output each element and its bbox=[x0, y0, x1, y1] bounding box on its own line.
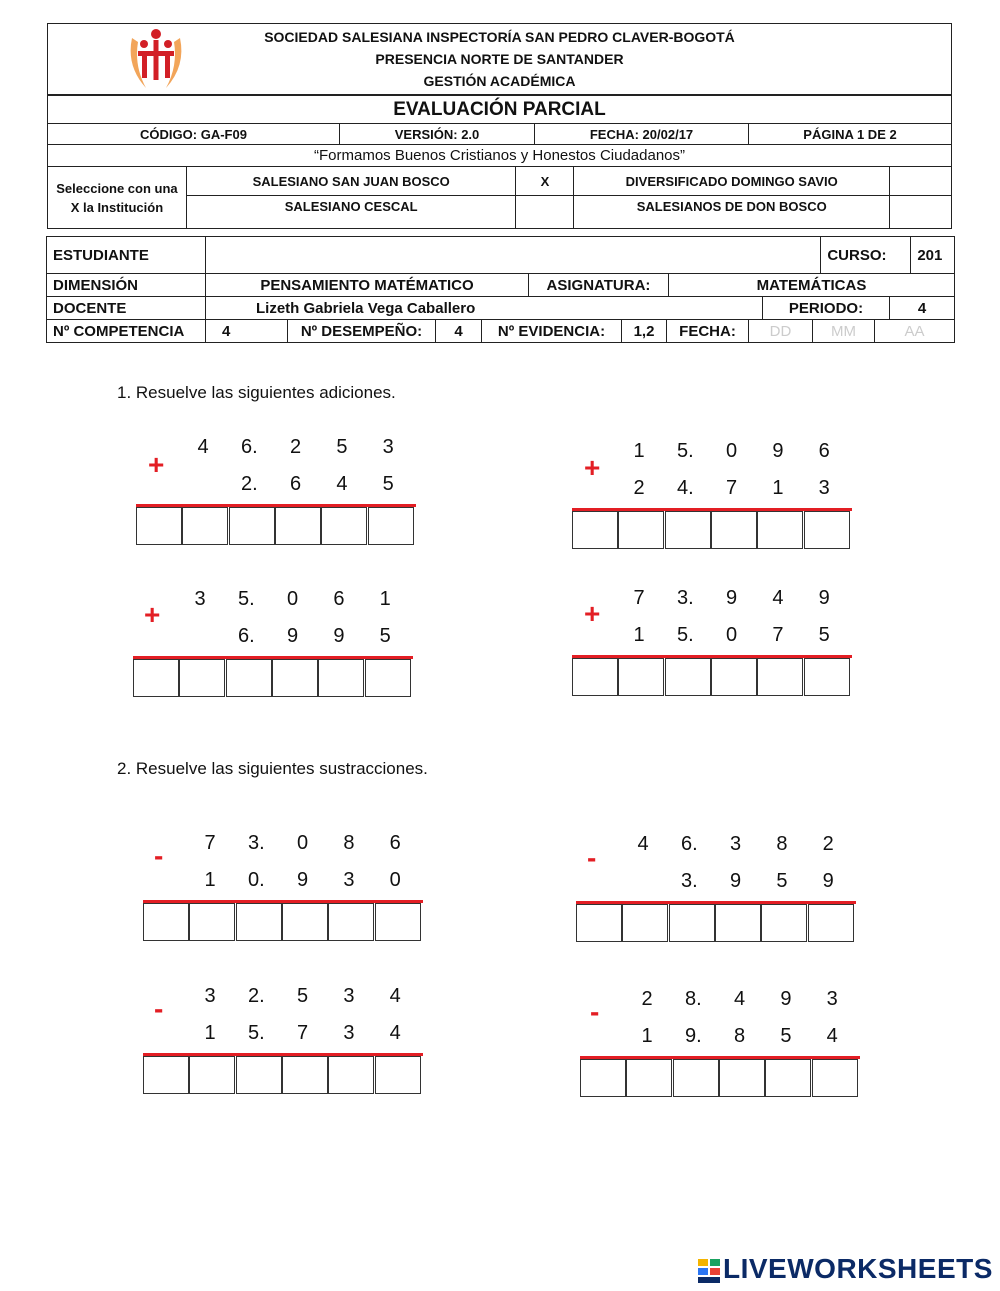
question-2: 2. Resuelve las siguientes sustracciones. bbox=[117, 759, 428, 778]
select-label: Seleccione con una X la Institución bbox=[48, 167, 187, 229]
bottom-digit: 4. bbox=[676, 477, 694, 499]
docente-label: DOCENTE bbox=[47, 297, 206, 320]
answer-box[interactable] bbox=[275, 507, 321, 545]
top-digit: 4 bbox=[389, 985, 401, 1007]
bottom-digit: 1 bbox=[204, 1022, 216, 1044]
inst-cescal: SALESIANO CESCAL bbox=[186, 196, 516, 229]
question-1: 1. Resuelve las siguientes adiciones. bbox=[117, 383, 396, 402]
answer-box[interactable] bbox=[719, 1059, 765, 1097]
answer-box[interactable] bbox=[804, 658, 850, 696]
version: VERSIÓN: 2.0 bbox=[340, 124, 535, 145]
inst-don-bosco: SALESIANOS DE DON BOSCO bbox=[574, 196, 890, 229]
top-digit: 9 bbox=[818, 587, 830, 609]
inst-cescal-mark[interactable] bbox=[516, 196, 574, 229]
bottom-digit: 3 bbox=[343, 1022, 355, 1044]
dimension-value: PENSAMIENTO MATÉMATICO bbox=[206, 274, 529, 297]
top-digit: 5 bbox=[297, 985, 309, 1007]
answer-box[interactable] bbox=[761, 904, 807, 942]
periodo-value: 4 bbox=[890, 297, 955, 320]
liveworksheets-icon bbox=[698, 1259, 720, 1283]
answer-box[interactable] bbox=[328, 903, 374, 941]
bottom-digit: 5. bbox=[247, 1022, 265, 1044]
bottom-digit: 9 bbox=[287, 625, 299, 647]
desempeno-value: 4 bbox=[436, 320, 482, 343]
dimension-label: DIMENSIÓN bbox=[47, 274, 206, 297]
answer-box[interactable] bbox=[365, 659, 411, 697]
minus-sign-icon: - bbox=[154, 840, 164, 871]
estudiante-label: ESTUDIANTE bbox=[47, 237, 206, 274]
top-digit: 3 bbox=[343, 985, 355, 1007]
inst-san-juan-bosco: SALESIANO SAN JUAN BOSCO bbox=[186, 167, 516, 196]
bottom-digit: 3 bbox=[343, 869, 355, 891]
top-digit: 6 bbox=[389, 832, 401, 854]
answer-box[interactable] bbox=[572, 511, 618, 549]
answer-box[interactable] bbox=[143, 903, 189, 941]
answer-box[interactable] bbox=[669, 904, 715, 942]
pagina: PÁGINA 1 DE 2 bbox=[749, 124, 952, 145]
evidencia-label: Nº EVIDENCIA: bbox=[482, 320, 622, 343]
answer-box[interactable] bbox=[282, 903, 328, 941]
top-digit: 2. bbox=[247, 985, 265, 1007]
fecha-mm[interactable]: MM bbox=[813, 320, 875, 343]
bottom-digit: 9 bbox=[333, 625, 345, 647]
top-digit: 8 bbox=[343, 832, 355, 854]
top-digit: 9 bbox=[772, 440, 784, 462]
bottom-digit: 6 bbox=[290, 473, 302, 495]
bottom-digit: 8 bbox=[734, 1025, 746, 1047]
top-digit: 2 bbox=[290, 436, 302, 458]
top-digit: 0 bbox=[297, 832, 309, 854]
answer-box[interactable] bbox=[673, 1059, 719, 1097]
top-digit: 8. bbox=[684, 988, 702, 1010]
bottom-digit: 9 bbox=[297, 869, 309, 891]
top-digit: 9 bbox=[780, 988, 792, 1010]
bottom-digit: 9 bbox=[730, 870, 742, 892]
evidencia-value: 1,2 bbox=[622, 320, 667, 343]
bottom-digit: 3 bbox=[818, 477, 830, 499]
bottom-digit: 2 bbox=[633, 477, 645, 499]
top-digit: 5. bbox=[237, 588, 255, 610]
top-digit: 8 bbox=[776, 833, 788, 855]
top-digit: 3. bbox=[247, 832, 265, 854]
inst-domingo-savio: DIVERSIFICADO DOMINGO SAVIO bbox=[574, 167, 890, 196]
answer-box[interactable] bbox=[711, 658, 757, 696]
top-digit: 9 bbox=[726, 587, 738, 609]
answer-box[interactable] bbox=[757, 658, 803, 696]
top-digit: 3. bbox=[676, 587, 694, 609]
fecha-doc: FECHA: 20/02/17 bbox=[535, 124, 749, 145]
codigo: CÓDIGO: GA-F09 bbox=[48, 124, 340, 145]
answer-box[interactable] bbox=[576, 904, 622, 942]
minus-sign-icon: - bbox=[154, 993, 164, 1024]
answer-box[interactable] bbox=[622, 904, 668, 942]
answer-box[interactable] bbox=[189, 903, 235, 941]
curso-value[interactable]: 201 bbox=[911, 237, 955, 274]
answer-box[interactable] bbox=[711, 511, 757, 549]
bottom-digit: 9 bbox=[822, 870, 834, 892]
bottom-digit: 5 bbox=[780, 1025, 792, 1047]
answer-box[interactable] bbox=[804, 511, 850, 549]
plus-sign-icon: + bbox=[584, 598, 601, 629]
answer-box[interactable] bbox=[618, 511, 664, 549]
bottom-digit: 1 bbox=[772, 477, 784, 499]
docente-table bbox=[46, 296, 955, 320]
bottom-digit: 4 bbox=[389, 1022, 401, 1044]
answer-box[interactable] bbox=[318, 659, 364, 697]
header-line3: GESTIÓN ACADÉMICA bbox=[423, 73, 576, 89]
answer-box[interactable] bbox=[229, 507, 275, 545]
answer-box[interactable] bbox=[328, 1056, 374, 1094]
top-digit: 5 bbox=[336, 436, 348, 458]
brand-name: LIVEWORKSHEETS bbox=[723, 1253, 993, 1284]
top-digit: 4 bbox=[197, 436, 209, 458]
top-digit: 3 bbox=[194, 588, 206, 610]
bottom-digit: 5. bbox=[676, 624, 694, 646]
bottom-digit: 5 bbox=[776, 870, 788, 892]
answer-box[interactable] bbox=[812, 1059, 858, 1097]
header-box bbox=[47, 23, 952, 95]
top-digit: 4 bbox=[772, 587, 784, 609]
answer-box[interactable] bbox=[665, 658, 711, 696]
competencia-label: Nº COMPETENCIA bbox=[47, 320, 206, 343]
top-digit: 3 bbox=[730, 833, 742, 855]
competencia-table bbox=[46, 319, 955, 343]
fecha-aa[interactable]: AA bbox=[875, 320, 955, 343]
answer-box[interactable] bbox=[618, 658, 664, 696]
top-digit: 4 bbox=[637, 833, 649, 855]
bottom-digit: 9. bbox=[684, 1025, 702, 1047]
top-digit: 7 bbox=[204, 832, 216, 854]
minus-sign-icon: - bbox=[587, 842, 597, 873]
answer-box[interactable] bbox=[321, 507, 367, 545]
top-digit: 7 bbox=[633, 587, 645, 609]
motto: “Formamos Buenos Cristianos y Honestos Ciudadanos” bbox=[48, 145, 952, 167]
header-line2: PRESENCIA NORTE DE SANTANDER bbox=[375, 51, 624, 67]
inst-don-bosco-mark[interactable] bbox=[890, 196, 952, 229]
answer-box[interactable] bbox=[272, 659, 318, 697]
doc-control-table bbox=[47, 95, 952, 167]
answer-box[interactable] bbox=[143, 1056, 189, 1094]
answer-box[interactable] bbox=[665, 511, 711, 549]
top-digit: 4 bbox=[734, 988, 746, 1010]
bottom-digit: 2. bbox=[240, 473, 258, 495]
answer-box[interactable] bbox=[236, 903, 282, 941]
periodo-label: PERIODO: bbox=[763, 297, 890, 320]
top-digit: 3 bbox=[826, 988, 838, 1010]
bottom-digit: 3. bbox=[680, 870, 698, 892]
bottom-digit: 4 bbox=[336, 473, 348, 495]
asignatura-label: ASIGNATURA: bbox=[529, 274, 669, 297]
top-digit: 3 bbox=[382, 436, 394, 458]
answer-box[interactable] bbox=[715, 904, 761, 942]
curso-label: CURSO: bbox=[821, 237, 911, 274]
bottom-digit: 6. bbox=[237, 625, 255, 647]
bottom-digit: 5 bbox=[382, 473, 394, 495]
fecha-dd[interactable]: DD bbox=[749, 320, 813, 343]
bottom-digit: 1 bbox=[633, 624, 645, 646]
desempeno-label: Nº DESEMPEÑO: bbox=[288, 320, 436, 343]
top-digit: 6 bbox=[333, 588, 345, 610]
top-digit: 2 bbox=[822, 833, 834, 855]
inst-san-juan-bosco-mark[interactable]: X bbox=[516, 167, 574, 196]
page-title: EVALUACIÓN PARCIAL bbox=[48, 96, 952, 124]
student-info-table bbox=[46, 236, 955, 274]
top-digit: 6 bbox=[818, 440, 830, 462]
top-digit: 6. bbox=[680, 833, 698, 855]
bottom-digit: 0 bbox=[726, 624, 738, 646]
answer-box[interactable] bbox=[375, 1056, 421, 1094]
top-digit: 1 bbox=[633, 440, 645, 462]
answer-box[interactable] bbox=[179, 659, 225, 697]
answer-box[interactable] bbox=[626, 1059, 672, 1097]
plus-sign-icon: + bbox=[144, 599, 161, 630]
inst-domingo-savio-mark[interactable] bbox=[890, 167, 952, 196]
top-digit: 2 bbox=[641, 988, 653, 1010]
answer-box[interactable] bbox=[226, 659, 272, 697]
bottom-digit: 7 bbox=[726, 477, 738, 499]
bottom-digit: 0 bbox=[389, 869, 401, 891]
bottom-digit: 4 bbox=[826, 1025, 838, 1047]
estudiante-input[interactable] bbox=[206, 237, 821, 274]
answer-box[interactable] bbox=[136, 507, 182, 545]
header-line1: SOCIEDAD SALESIANA INSPECTORÍA SAN PEDRO CLAVER-BOGOTÁ bbox=[264, 29, 735, 45]
answer-box[interactable] bbox=[375, 903, 421, 941]
docente-value: Lizeth Gabriela Vega Caballero bbox=[206, 297, 763, 320]
competencia-value: 4 bbox=[206, 320, 288, 343]
institution-table bbox=[47, 166, 952, 229]
bottom-digit: 5 bbox=[379, 625, 391, 647]
answer-box[interactable] bbox=[572, 658, 618, 696]
minus-sign-icon: - bbox=[590, 996, 600, 1027]
plus-sign-icon: + bbox=[148, 449, 165, 480]
bottom-digit: 1 bbox=[204, 869, 216, 891]
bottom-digit: 0. bbox=[247, 869, 265, 891]
bottom-digit: 1 bbox=[641, 1025, 653, 1047]
answer-box[interactable] bbox=[189, 1056, 235, 1094]
top-digit: 1 bbox=[379, 588, 391, 610]
fecha-label: FECHA: bbox=[667, 320, 749, 343]
bottom-digit: 7 bbox=[297, 1022, 309, 1044]
bottom-digit: 5 bbox=[818, 624, 830, 646]
top-digit: 0 bbox=[726, 440, 738, 462]
bottom-digit: 7 bbox=[772, 624, 784, 646]
answer-box[interactable] bbox=[133, 659, 179, 697]
answer-box[interactable] bbox=[580, 1059, 626, 1097]
asignatura-value: MATEMÁTICAS bbox=[669, 274, 955, 297]
answer-box[interactable] bbox=[282, 1056, 328, 1094]
top-digit: 0 bbox=[287, 588, 299, 610]
dimension-table bbox=[46, 273, 955, 297]
top-digit: 5. bbox=[676, 440, 694, 462]
answer-box[interactable] bbox=[808, 904, 854, 942]
plus-sign-icon: + bbox=[584, 452, 601, 483]
answer-box[interactable] bbox=[757, 511, 803, 549]
answer-box[interactable] bbox=[765, 1059, 811, 1097]
top-digit: 3 bbox=[204, 985, 216, 1007]
top-digit: 6. bbox=[240, 436, 258, 458]
answer-box[interactable] bbox=[182, 507, 228, 545]
answer-box[interactable] bbox=[236, 1056, 282, 1094]
answer-box[interactable] bbox=[368, 507, 414, 545]
